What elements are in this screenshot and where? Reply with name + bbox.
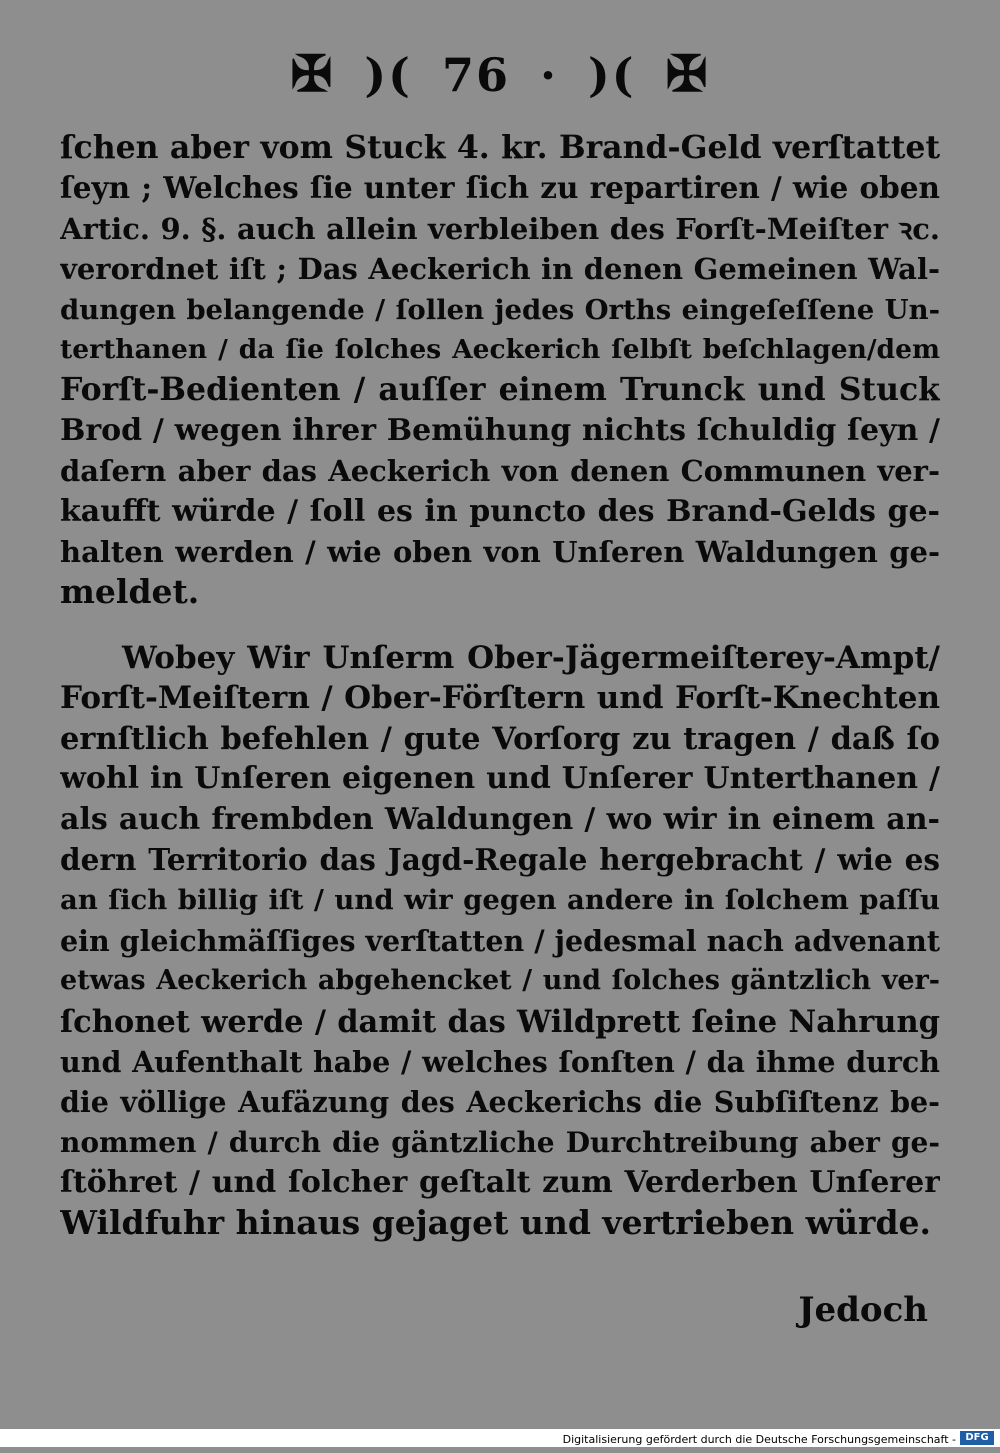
bracket-left: )( [364,48,412,102]
text-line: halten werden / wie oben von Unſeren Waldungen ge- [60,534,940,569]
footer-credit: Digitalisierung gefördert durch die Deutsche Forschungsgemeinschaft - [562,1433,956,1446]
text-line: dungen belangende / ſollen jedes Orths eingeſeſſene Un- [60,293,940,326]
text-line: ſtöhret / und ſolcher geſtalt zum Verderben Unſerer [60,1165,940,1201]
header-dot: · [540,48,559,102]
catchword: Jedoch [798,1290,928,1330]
text-line: ein gleichmäſſiges verſtatten / jedesmal nach advenant [60,923,940,958]
text-line: terthanen / da ſie ſolches Aeckerich ſelbſt beſchlagen/dem [60,333,940,365]
text-line: ſeyn ; Welches ſie unter ſich zu repartiren / wie oben [60,170,940,206]
text-line: Forſt-Meiſtern / Ober-Förſtern und Forſt-Knechten [60,680,940,717]
text-line: ſchonet werde / damit das Wildprett ſeine Nahrung [60,1003,940,1040]
text-line: die völlige Aufäzung des Aeckerichs die Subſiſtenz be- [60,1085,940,1120]
page-number: 76 [441,48,510,102]
paragraph-1 [60,128,940,613]
dfg-logo: DFG [960,1431,994,1445]
bracket-right: )( [588,48,636,102]
text-line: als auch frembden Waldungen / wo wir in einem an- [60,801,940,837]
text-line: wohl in Unſeren eigenen und Unſerer Unterthanen / [60,761,940,797]
text-line: etwas Aeckerich abgehencket / und ſolches gäntzlich ver- [60,965,940,997]
digitization-footer [0,1429,1000,1447]
text-line: ſchen aber vom Stuck 4. kr. Brand-Geld verſtattet [60,129,940,166]
page-header [0,44,1000,103]
text-line: verordnet iſt ; Das Aeckerich in denen Gemeinen Wal- [60,252,940,287]
text-line: an ſich billig iſt / und wir gegen andere in ſolchem paſſu [60,884,940,917]
ornament-left-icon: ✠ [290,44,335,103]
text-line: Forſt-Bedienten / auſſer einem Trunck und Stuck [60,371,940,409]
text-line: Brod / wegen ihrer Bemühung nichts ſchuldig ſeyn / [60,412,940,448]
text-line: dern Territorio das Jagd-Regale hergebracht / wie es [60,841,940,877]
ornament-right-icon: ✠ [665,44,710,103]
text-line: meldet. [60,572,200,612]
text-line: nommen / durch die gäntzliche Durchtreibung aber ge- [60,1125,940,1159]
text-line: kaufft würde / ſoll es in puncto des Brand-Gelds ge- [60,493,940,529]
text-line: und Aufenthalt habe / welches ſonſten / da ihme durch [60,1044,940,1079]
text-line: Wobey Wir Unſerm Ober-Jägermeiſterey-Ampt/ [122,640,940,676]
text-line: daſern aber das Aeckerich von denen Communen ver- [60,454,940,489]
text-line: Wildfuhr hinaus gejaget und vertrieben würde. [60,1203,932,1243]
text-line: Artic. 9. §. auch allein verbleiben des Forſt-Meiſter ꝛc. [60,211,940,246]
text-line: ernſtlich befehlen / gute Vorſorg zu tragen / daß ſo [60,720,940,757]
paragraph-2 [60,638,940,1244]
